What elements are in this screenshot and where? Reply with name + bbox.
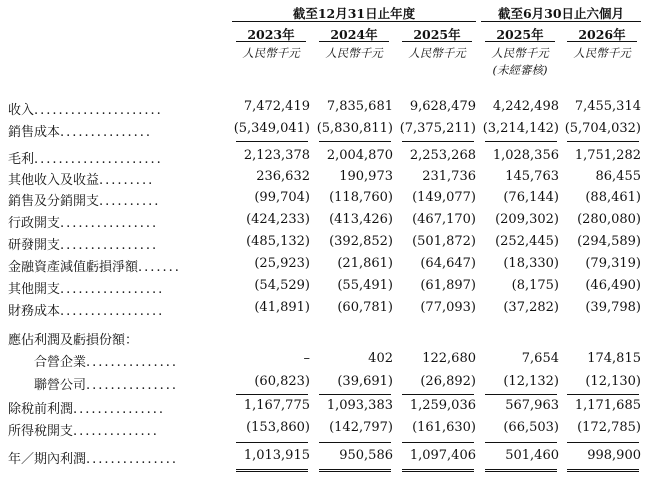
- value-cell: (46,490): [585, 278, 641, 293]
- leader-dots: ................: [60, 216, 159, 231]
- total-double-rule: [319, 469, 391, 472]
- row-label: [8, 148, 223, 167]
- row-label: [8, 300, 223, 319]
- unit-2026h: 人民幣千元: [573, 46, 631, 60]
- subtotal-rule: [567, 442, 639, 443]
- value-cell: (21,861): [337, 256, 393, 271]
- row-label-text: 收入: [8, 103, 35, 118]
- value-cell: (8,175): [511, 278, 559, 293]
- value-cell: 402: [368, 351, 393, 366]
- value-cell: 501,460: [505, 448, 559, 463]
- value-cell: (99,704): [254, 190, 310, 205]
- row-label-text: 毛利: [8, 152, 35, 167]
- subtotal-rule: [236, 141, 308, 142]
- total-double-rule: [236, 469, 308, 472]
- leader-dots: .................: [60, 282, 165, 297]
- row-label-text: 其他收入及收益: [8, 173, 100, 188]
- value-cell: (142,797): [329, 420, 393, 435]
- subtotal-rule: [319, 394, 391, 395]
- value-cell: (392,852): [329, 234, 393, 249]
- table-row: [0, 212, 651, 233]
- group-header-six-months: 截至6月30日止六個月: [497, 6, 625, 21]
- value-cell: (252,445): [495, 234, 559, 249]
- value-cell: (88,461): [585, 190, 641, 205]
- year-underline-2023: [236, 41, 306, 42]
- leader-dots: .......: [138, 260, 181, 275]
- year-2025-header: 2025年: [413, 27, 461, 42]
- value-cell: 174,815: [587, 351, 641, 366]
- value-cell: 1,259,036: [409, 398, 476, 413]
- row-label-text: 銷售及分銷開支: [8, 194, 100, 209]
- unit-2025: 人民幣千元: [408, 46, 466, 60]
- leader-dots: ...............: [86, 378, 179, 393]
- value-cell: 1,097,406: [409, 448, 476, 463]
- value-cell: (7,375,211): [399, 121, 476, 136]
- row-label-text: 應佔利潤及虧損份額：: [8, 333, 139, 348]
- total-double-rule: [567, 469, 639, 472]
- unaudited-note: (未經審核): [492, 63, 548, 77]
- value-cell: (26,892): [420, 374, 476, 389]
- row-label-text: 研發開支: [8, 238, 61, 253]
- value-cell: (153,860): [246, 420, 310, 435]
- value-cell: (149,077): [412, 190, 476, 205]
- leader-dots: ...............: [86, 452, 179, 467]
- leader-dots: ..............: [73, 424, 159, 439]
- leader-dots: ...............: [73, 402, 166, 417]
- table-row: [0, 329, 651, 350]
- value-cell: (280,080): [577, 212, 641, 227]
- table-row: [0, 121, 651, 142]
- value-cell: (467,170): [412, 212, 476, 227]
- row-label: [8, 448, 223, 467]
- value-cell: 122,680: [422, 351, 476, 366]
- value-cell: 86,455: [595, 169, 641, 184]
- value-cell: 1,093,383: [326, 398, 393, 413]
- year-underline-2026h: [567, 41, 637, 42]
- value-cell: (39,798): [585, 300, 641, 315]
- row-label: [8, 398, 223, 417]
- row-label: [8, 190, 223, 209]
- table-row: [0, 234, 651, 255]
- value-cell: 2,123,378: [243, 148, 310, 163]
- year-2026h-header: 2026年: [578, 27, 626, 42]
- unit-2023: 人民幣千元: [242, 46, 300, 60]
- value-cell: 998,900: [587, 448, 641, 463]
- group-underline-six-months: [481, 21, 641, 22]
- value-cell: (61,897): [420, 278, 476, 293]
- value-cell: 1,013,915: [243, 448, 310, 463]
- value-cell: (161,630): [412, 420, 476, 435]
- value-cell: 236,632: [256, 169, 310, 184]
- row-label-text: 合營企業: [34, 355, 87, 370]
- row-label: [8, 169, 223, 188]
- value-cell: (25,923): [254, 256, 310, 271]
- table-row: [0, 300, 651, 321]
- table-row: [0, 256, 651, 277]
- subtotal-rule: [236, 442, 308, 443]
- value-cell: (294,589): [577, 234, 641, 249]
- group-underline-year-end: [232, 21, 476, 22]
- subtotal-rule: [236, 394, 308, 395]
- year-underline-2025: [402, 41, 472, 42]
- row-label-text: 除稅前利潤: [8, 402, 74, 417]
- value-cell: (54,529): [254, 278, 310, 293]
- value-cell: (39,691): [337, 374, 393, 389]
- value-cell: (501,872): [412, 234, 476, 249]
- value-cell: (76,144): [503, 190, 559, 205]
- value-cell: (55,491): [337, 278, 393, 293]
- value-cell: 2,253,268: [409, 148, 476, 163]
- row-label: [8, 121, 223, 140]
- value-cell: 7,472,419: [243, 99, 310, 114]
- year-underline-2025h: [485, 41, 555, 42]
- row-label-text: 金融資產減值虧損淨額: [8, 260, 139, 275]
- leader-dots: ...............: [60, 125, 153, 140]
- leader-dots: .....................: [34, 152, 163, 167]
- leader-dots: ..........: [99, 194, 161, 209]
- subtotal-rule: [485, 141, 557, 142]
- value-cell: (3,214,142): [482, 121, 559, 136]
- value-cell: –: [303, 351, 310, 366]
- row-label: [8, 234, 223, 253]
- row-label-text: 聯營公司: [34, 378, 87, 393]
- row-label: [34, 351, 223, 370]
- value-cell: (5,704,032): [564, 121, 641, 136]
- row-label-text: 年／期內利潤: [8, 452, 87, 467]
- value-cell: (12,130): [585, 374, 641, 389]
- row-label: [8, 278, 223, 297]
- value-cell: 2,004,870: [326, 148, 393, 163]
- value-cell: (66,503): [503, 420, 559, 435]
- value-cell: 567,963: [505, 398, 559, 413]
- value-cell: (18,330): [503, 256, 559, 271]
- table-row: [0, 169, 651, 190]
- value-cell: (424,233): [246, 212, 310, 227]
- subtotal-rule: [402, 442, 474, 443]
- row-label: [34, 374, 223, 393]
- value-cell: (5,349,041): [233, 121, 310, 136]
- value-cell: (60,823): [254, 374, 310, 389]
- row-label-text: 財務成本: [8, 304, 61, 319]
- value-cell: 1,028,356: [492, 148, 559, 163]
- subtotal-rule: [485, 442, 557, 443]
- value-cell: 7,835,681: [326, 99, 393, 114]
- value-cell: 190,973: [339, 169, 393, 184]
- total-double-rule: [402, 469, 474, 472]
- value-cell: (79,319): [585, 256, 641, 271]
- row-label-text: 所得稅開支: [8, 424, 74, 439]
- table-row: [0, 374, 651, 395]
- year-2025h-header: 2025年: [496, 27, 544, 42]
- row-label: [8, 256, 223, 275]
- value-cell: 7,654: [521, 351, 559, 366]
- table-row: [0, 351, 651, 372]
- row-label-text: 銷售成本: [8, 125, 61, 140]
- value-cell: (209,302): [495, 212, 559, 227]
- subtotal-rule: [319, 141, 391, 142]
- value-cell: (5,830,811): [316, 121, 393, 136]
- row-label-text: 其他開支: [8, 282, 61, 297]
- table-row: [0, 398, 651, 419]
- group-header-year-end: 截至12月31日止年度: [292, 6, 416, 21]
- value-cell: (64,647): [420, 256, 476, 271]
- table-row: [0, 278, 651, 299]
- leader-dots: .....................: [34, 103, 163, 118]
- leader-dots: ...............: [86, 355, 179, 370]
- leader-dots: ................: [60, 238, 159, 253]
- value-cell: (118,760): [329, 190, 393, 205]
- value-cell: (60,781): [337, 300, 393, 315]
- value-cell: 4,242,498: [492, 99, 559, 114]
- subtotal-rule: [567, 141, 639, 142]
- value-cell: 9,628,479: [409, 99, 476, 114]
- value-cell: 1,751,282: [574, 148, 641, 163]
- value-cell: 145,763: [505, 169, 559, 184]
- row-label: [8, 99, 223, 118]
- subtotal-rule: [567, 394, 639, 395]
- row-label-text: 行政開支: [8, 216, 61, 231]
- value-cell: (12,132): [503, 374, 559, 389]
- value-cell: 7,455,314: [574, 99, 641, 114]
- value-cell: (37,282): [503, 300, 559, 315]
- value-cell: 231,736: [422, 169, 476, 184]
- year-underline-2024: [319, 41, 389, 42]
- subtotal-rule: [402, 141, 474, 142]
- year-2023-header: 2023年: [247, 27, 295, 42]
- row-label: [8, 329, 223, 348]
- value-cell: (172,785): [577, 420, 641, 435]
- value-cell: (77,093): [420, 300, 476, 315]
- unit-2025h: 人民幣千元: [491, 46, 549, 60]
- value-cell: 1,167,775: [243, 398, 310, 413]
- table-row: [0, 99, 651, 120]
- value-cell: (485,132): [246, 234, 310, 249]
- value-cell: 1,171,685: [574, 398, 641, 413]
- value-cell: 950,586: [339, 448, 393, 463]
- subtotal-rule: [402, 394, 474, 395]
- subtotal-rule: [485, 394, 557, 395]
- unit-2024: 人民幣千元: [325, 46, 383, 60]
- table-row: [0, 190, 651, 211]
- subtotal-rule: [319, 442, 391, 443]
- table-row: [0, 148, 651, 169]
- row-label: [8, 212, 223, 231]
- leader-dots: .................: [60, 304, 165, 319]
- value-cell: (413,426): [329, 212, 393, 227]
- leader-dots: .........: [99, 173, 155, 188]
- year-2024-header: 2024年: [330, 27, 378, 42]
- row-label: [8, 420, 223, 439]
- total-double-rule: [485, 469, 557, 472]
- value-cell: (41,891): [254, 300, 310, 315]
- table-row: [0, 448, 651, 469]
- table-row: [0, 420, 651, 441]
